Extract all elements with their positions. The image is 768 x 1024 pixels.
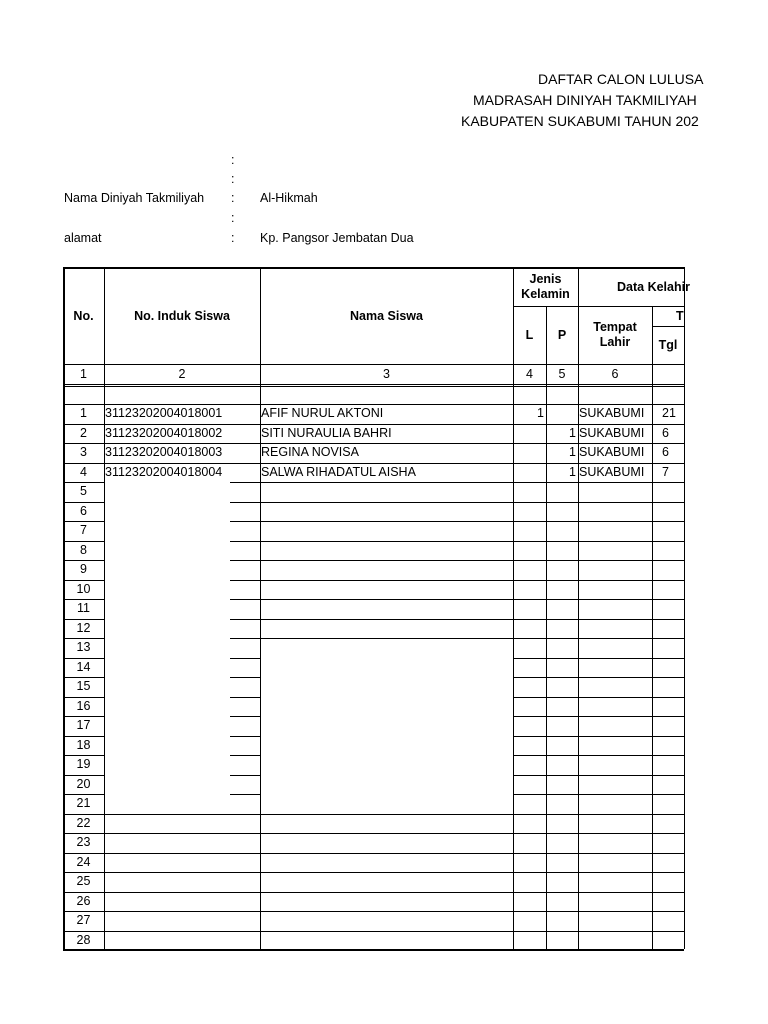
row-jenis-p — [546, 893, 576, 912]
row-nama-siswa — [261, 639, 512, 658]
header-l: L — [525, 327, 534, 342]
row-nama-siswa: SALWA RIHADATUL AISHA — [261, 464, 416, 479]
row-jenis-l — [513, 698, 544, 717]
row-nama-siswa — [261, 717, 512, 736]
row-tempat-lahir — [579, 698, 651, 717]
row-nama-siswa — [261, 776, 512, 795]
nama-diniyah-value: Al-Hikmah — [260, 191, 318, 205]
row-tempat-lahir — [579, 912, 651, 931]
header-tempat-lahir — [578, 306, 652, 364]
row-number: 11 — [77, 601, 90, 615]
info-colon: : — [231, 231, 235, 245]
row-number: 21 — [76, 796, 91, 810]
row-tempat-lahir — [579, 503, 651, 522]
row-jenis-l — [513, 639, 544, 658]
row-induk-siswa — [105, 620, 259, 639]
row-jenis-p — [546, 503, 576, 522]
grid-line — [63, 386, 684, 387]
row-number: 7 — [80, 523, 87, 537]
row-jenis-l — [513, 756, 544, 775]
row-tempat-lahir — [579, 932, 651, 951]
row-jenis-l — [513, 464, 544, 483]
row-nama-siswa — [261, 561, 512, 580]
row-number: 2 — [80, 425, 87, 440]
row-tgl-lahir: 6 — [662, 425, 669, 440]
info-colon: : — [231, 172, 235, 186]
row-nama-siswa — [261, 698, 512, 717]
row-nama-siswa — [261, 795, 512, 814]
info-colon: : — [231, 191, 235, 205]
header-data-kelahiran: Data Kelahir — [617, 279, 690, 294]
row-number: 13 — [76, 640, 91, 654]
row-tgl-lahir — [662, 678, 684, 697]
row-tgl-lahir — [662, 581, 684, 600]
row-tempat-lahir — [579, 815, 651, 834]
row-tgl-lahir — [662, 873, 684, 892]
row-jenis-p — [546, 678, 576, 697]
row-tgl-lahir — [662, 932, 684, 951]
row-jenis-l — [513, 912, 544, 931]
header-tgl: Tgl — [658, 337, 678, 352]
row-jenis-l — [513, 600, 544, 619]
row-induk-siswa — [105, 503, 259, 522]
row-tgl-lahir: 7 — [662, 464, 669, 479]
header-t: T — [676, 308, 684, 323]
header-nama-siswa: Nama Siswa — [350, 308, 423, 323]
row-tgl-lahir — [662, 776, 684, 795]
row-jenis-p — [546, 620, 576, 639]
row-jenis-p — [546, 659, 576, 678]
row-jenis-p: 1 — [569, 425, 576, 440]
row-nama-siswa — [261, 542, 512, 561]
row-number: 17 — [76, 718, 91, 732]
row-number: 4 — [80, 464, 87, 479]
row-nama-siswa: SITI NURAULIA BAHRI — [261, 425, 392, 440]
row-tempat-lahir — [579, 483, 651, 502]
row-number: 10 — [76, 581, 91, 596]
row-induk-siswa — [105, 893, 259, 912]
row-jenis-l — [513, 659, 544, 678]
header-induk: No. Induk Siswa — [134, 308, 230, 323]
row-jenis-p — [546, 717, 576, 736]
row-nama-siswa — [261, 483, 512, 502]
row-tempat-lahir — [579, 600, 651, 619]
grid-line — [63, 384, 684, 385]
row-tempat-lahir: SUKABUMI — [579, 464, 645, 479]
row-jenis-l — [513, 503, 544, 522]
row-tempat-lahir — [579, 639, 651, 658]
row-nama-siswa — [261, 659, 512, 678]
row-jenis-p: 1 — [569, 464, 576, 479]
header-p: P — [557, 327, 567, 342]
row-number: 27 — [76, 913, 91, 927]
column-number: 3 — [383, 367, 390, 381]
row-number: 26 — [76, 893, 91, 908]
info-colon: : — [231, 153, 235, 167]
row-nama-siswa — [261, 873, 512, 892]
row-jenis-l — [513, 620, 544, 639]
row-number: 28 — [76, 932, 91, 947]
row-induk-siswa — [105, 815, 259, 834]
row-tgl-lahir — [662, 698, 684, 717]
header-tempat-line1: Tempat — [593, 320, 637, 334]
row-induk-siswa — [105, 542, 259, 561]
row-nama-siswa — [261, 912, 512, 931]
row-tgl-lahir — [662, 659, 684, 678]
row-tempat-lahir: SUKABUMI — [579, 445, 645, 459]
header-jenis-line2: Kelamin — [521, 287, 570, 301]
row-nama-siswa — [261, 503, 512, 522]
row-jenis-l — [513, 717, 544, 736]
alamat-label: alamat — [64, 231, 102, 245]
row-nama-siswa — [261, 600, 512, 619]
row-jenis-l — [513, 522, 544, 541]
row-induk-siswa — [105, 561, 259, 580]
row-induk-siswa — [105, 522, 259, 541]
row-induk-siswa — [105, 639, 259, 658]
row-tgl-lahir — [662, 893, 684, 912]
row-induk-siswa: 31123202004018004 — [105, 464, 223, 479]
row-induk-siswa — [105, 834, 259, 853]
row-tempat-lahir — [579, 561, 651, 580]
row-number: 18 — [76, 737, 91, 752]
row-jenis-l — [513, 483, 544, 502]
header-jenis-kelamin — [513, 268, 578, 306]
row-jenis-l — [513, 581, 544, 600]
row-jenis-p — [546, 483, 576, 502]
row-jenis-p — [546, 698, 576, 717]
grid-line — [652, 306, 653, 949]
row-induk-siswa — [105, 912, 259, 931]
column-number: 5 — [558, 367, 566, 381]
row-tempat-lahir — [579, 776, 651, 795]
alamat-value: Kp. Pangsor Jembatan Dua — [260, 231, 414, 245]
row-tempat-lahir: SUKABUMI — [579, 425, 645, 440]
column-number: 1 — [80, 367, 87, 381]
row-tgl-lahir — [662, 737, 684, 756]
row-jenis-l — [513, 795, 544, 814]
row-jenis-l — [513, 425, 544, 444]
row-number: 12 — [76, 620, 91, 635]
nama-diniyah-label: Nama Diniyah Takmiliyah — [64, 191, 205, 205]
row-nama-siswa — [261, 522, 512, 541]
row-induk-siswa — [105, 717, 259, 736]
row-nama-siswa — [261, 678, 512, 697]
row-jenis-p — [546, 639, 576, 658]
row-tgl-lahir — [662, 756, 684, 775]
row-induk-siswa — [105, 698, 259, 717]
row-jenis-l — [513, 873, 544, 892]
row-induk-siswa — [105, 678, 259, 697]
row-number: 23 — [76, 835, 91, 849]
row-jenis-p — [546, 854, 576, 873]
header-jenis-line1: Jenis — [529, 272, 562, 286]
row-jenis-l — [513, 932, 544, 951]
row-jenis-p — [546, 737, 576, 756]
row-tgl-lahir — [662, 561, 684, 580]
row-tgl-lahir — [662, 483, 684, 502]
row-tgl-lahir — [662, 620, 684, 639]
row-number: 16 — [76, 698, 91, 713]
row-jenis-p — [546, 776, 576, 795]
row-tempat-lahir — [579, 893, 651, 912]
row-nama-siswa — [261, 756, 512, 775]
row-nama-siswa — [261, 854, 512, 873]
row-jenis-l — [513, 561, 544, 580]
row-nama-siswa: REGINA NOVISA — [261, 445, 359, 459]
row-number: 3 — [80, 445, 87, 459]
row-tgl-lahir — [662, 717, 684, 736]
row-nama-siswa — [261, 932, 512, 951]
row-tempat-lahir — [579, 795, 651, 814]
header-no: No. — [73, 308, 94, 323]
row-tempat-lahir — [579, 737, 651, 756]
row-number: 24 — [76, 854, 91, 869]
row-jenis-l — [513, 893, 544, 912]
row-number: 1 — [80, 406, 87, 420]
row-tgl-lahir — [662, 522, 684, 541]
row-tempat-lahir — [579, 581, 651, 600]
row-tempat-lahir — [579, 717, 651, 736]
row-tempat-lahir — [579, 522, 651, 541]
row-induk-siswa — [105, 659, 259, 678]
row-jenis-p — [546, 834, 576, 853]
row-tgl-lahir — [662, 854, 684, 873]
row-nama-siswa — [261, 815, 512, 834]
row-jenis-l — [513, 444, 544, 463]
row-jenis-p — [546, 815, 576, 834]
row-tempat-lahir — [579, 542, 651, 561]
row-jenis-l — [513, 815, 544, 834]
row-jenis-p — [546, 912, 576, 931]
row-jenis-p — [546, 405, 576, 424]
row-tempat-lahir — [579, 620, 651, 639]
row-nama-siswa — [261, 893, 512, 912]
row-jenis-l — [513, 678, 544, 697]
info-colon: : — [231, 211, 235, 225]
row-induk-siswa — [105, 756, 259, 775]
row-tempat-lahir — [579, 854, 651, 873]
row-jenis-p — [546, 873, 576, 892]
grid-line — [684, 267, 685, 949]
row-tempat-lahir — [579, 873, 651, 892]
row-tempat-lahir — [579, 678, 651, 697]
document-title-line-2: MADRASAH DINIYAH TAKMILIYAH — [473, 92, 697, 108]
row-nama-siswa — [261, 834, 512, 853]
row-induk-siswa — [105, 795, 259, 814]
row-induk-siswa — [105, 600, 259, 619]
row-number: 5 — [80, 484, 87, 498]
row-jenis-l — [513, 834, 544, 853]
row-tgl-lahir — [662, 503, 684, 522]
column-number: 4 — [526, 367, 533, 381]
row-tgl-lahir — [662, 912, 684, 931]
document-title-line-1: DAFTAR CALON LULUSA — [538, 71, 704, 87]
row-nama-siswa — [261, 737, 512, 756]
row-jenis-l — [513, 737, 544, 756]
row-jenis-p — [546, 542, 576, 561]
row-jenis-p — [546, 932, 576, 951]
row-number: 9 — [80, 562, 87, 576]
header-tempat-line2: Lahir — [599, 335, 631, 349]
row-induk-siswa — [105, 776, 259, 795]
row-jenis-p: 1 — [569, 445, 576, 459]
row-induk-siswa — [105, 581, 259, 600]
row-jenis-p — [546, 581, 576, 600]
row-jenis-p — [546, 756, 576, 775]
row-number: 25 — [76, 874, 91, 888]
row-nama-siswa — [261, 620, 512, 639]
row-induk-siswa: 31123202004018003 — [105, 445, 223, 459]
row-induk-siswa — [105, 873, 259, 892]
row-induk-siswa — [105, 737, 259, 756]
column-number: 6 — [611, 367, 619, 381]
row-tgl-lahir — [662, 795, 684, 814]
column-number: 2 — [178, 367, 186, 381]
row-nama-siswa — [261, 581, 512, 600]
row-jenis-l — [513, 542, 544, 561]
row-tgl-lahir: 6 — [662, 445, 669, 459]
row-tempat-lahir — [579, 756, 651, 775]
row-tgl-lahir — [662, 815, 684, 834]
row-tempat-lahir — [579, 659, 651, 678]
row-tgl-lahir — [662, 834, 684, 853]
row-jenis-l — [513, 854, 544, 873]
row-nama-siswa: AFIF NURUL AKTONI — [261, 406, 384, 420]
row-tgl-lahir — [662, 600, 684, 619]
row-induk-siswa — [105, 854, 259, 873]
row-number: 19 — [76, 757, 91, 771]
row-jenis-p — [546, 522, 576, 541]
row-tgl-lahir: 21 — [662, 406, 676, 420]
row-jenis-l: 1 — [537, 406, 544, 420]
row-tempat-lahir: SUKABUMI — [579, 406, 645, 420]
row-jenis-p — [546, 795, 576, 814]
document-title-line-3: KABUPATEN SUKABUMI TAHUN 202 — [461, 113, 699, 129]
row-jenis-l — [513, 776, 544, 795]
row-tempat-lahir — [579, 834, 651, 853]
row-jenis-p — [546, 561, 576, 580]
row-tgl-lahir — [662, 542, 684, 561]
row-number: 8 — [80, 542, 87, 557]
row-number: 14 — [76, 659, 91, 674]
row-jenis-p — [546, 600, 576, 619]
row-induk-siswa — [105, 932, 259, 951]
row-number: 22 — [76, 815, 91, 830]
row-number: 15 — [76, 679, 91, 693]
row-induk-siswa: 31123202004018001 — [105, 406, 223, 420]
row-induk-siswa: 31123202004018002 — [105, 425, 223, 440]
row-number: 6 — [80, 503, 87, 518]
row-induk-siswa — [105, 483, 259, 502]
row-tgl-lahir — [662, 639, 684, 658]
row-number: 20 — [76, 776, 91, 791]
